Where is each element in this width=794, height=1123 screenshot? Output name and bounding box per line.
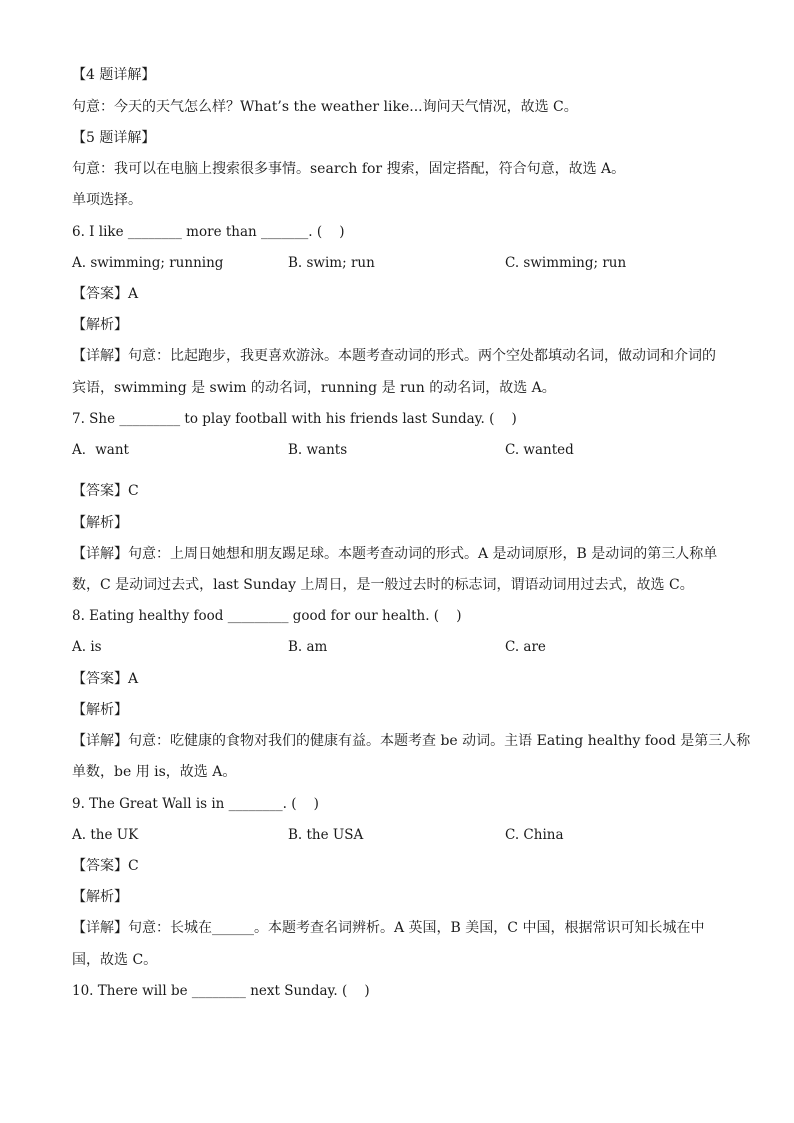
q9-answer: 【答案】C	[72, 858, 139, 874]
q8-stem: 8. Eating healthy food _________ good for our health. ( )	[72, 608, 462, 624]
q8-option-c: C. are	[505, 639, 546, 655]
q8-analysis-heading: 【解析】	[72, 702, 128, 718]
q9-detail-line2: 国，故选 C。	[72, 952, 158, 968]
q7-detail-line1: 【详解】句意：上周日她想和朋友踢足球。本题考查动词的形式。A 是动词原形，B 是动词的第三人称单	[72, 546, 718, 562]
q6-stem: 6. I like ________ more than _______. ( )	[72, 224, 345, 240]
q6-detail-line1: 【详解】句意：比起跑步，我更喜欢游泳。本题考查动词的形式。两个空处都填动名词，做动词和介词的	[72, 348, 716, 364]
q9-option-b: B. the USA	[288, 827, 364, 843]
q7-answer: 【答案】C	[72, 483, 139, 499]
q8-answer: 【答案】A	[72, 671, 139, 687]
q5-detail-heading: 【5 题详解】	[72, 130, 156, 146]
q4-detail-heading: 【4 题详解】	[72, 67, 156, 83]
section-title: 单项选择。	[72, 192, 142, 208]
q6-detail-line2: 宾语，swimming 是 swim 的动名词，running 是 run 的动名词，故选 A。	[72, 380, 556, 396]
q7-stem: 7. She _________ to play football with his friends last Sunday. ( )	[72, 411, 517, 427]
q10-stem: 10. There will be ________ next Sunday. ( )	[72, 983, 370, 999]
q9-option-c: C. China	[505, 827, 564, 843]
q7-option-c: C. wanted	[505, 442, 574, 458]
q8-detail-line1: 【详解】句意：吃健康的食物对我们的健康有益。本题考查 be 动词。主语 Eating healthy food 是第三人称	[72, 733, 751, 749]
q6-analysis-heading: 【解析】	[72, 317, 128, 333]
q9-option-a: A. the UK	[72, 827, 139, 843]
q7-option-a: A．want	[72, 442, 129, 458]
q6-option-b: B. swim; run	[288, 255, 375, 271]
q6-option-c: C. swimming; run	[505, 255, 627, 271]
q6-option-a: A. swimming; running	[72, 255, 224, 271]
q8-option-b: B. am	[288, 639, 328, 655]
q4-explanation: 句意：今天的天气怎么样？What’s the weather like...询问天气情况，故选 C。	[72, 99, 578, 115]
q7-option-b: B. wants	[288, 442, 348, 458]
q7-analysis-heading: 【解析】	[72, 515, 128, 531]
q9-analysis-heading: 【解析】	[72, 889, 128, 905]
q7-detail-line2: 数，C 是动词过去式，last Sunday 上周日，是一般过去时的标志词，谓语动词用过去式，故选 C。	[72, 577, 694, 593]
q9-stem: 9. The Great Wall is in ________. ( )	[72, 796, 319, 812]
q8-detail-line2: 单数，be 用 is，故选 A。	[72, 764, 237, 780]
q9-detail-line1: 【详解】句意：长城在______。本题考查名词辨析。A 英国，B 美国，C 中国，根据常识可知长城在中	[72, 920, 705, 936]
q6-answer: 【答案】A	[72, 286, 139, 302]
q8-option-a: A. is	[72, 639, 102, 655]
q5-explanation: 句意：我可以在电脑上搜索很多事情。search for 搜索，固定搭配，符合句意，故选 A。	[72, 161, 626, 177]
